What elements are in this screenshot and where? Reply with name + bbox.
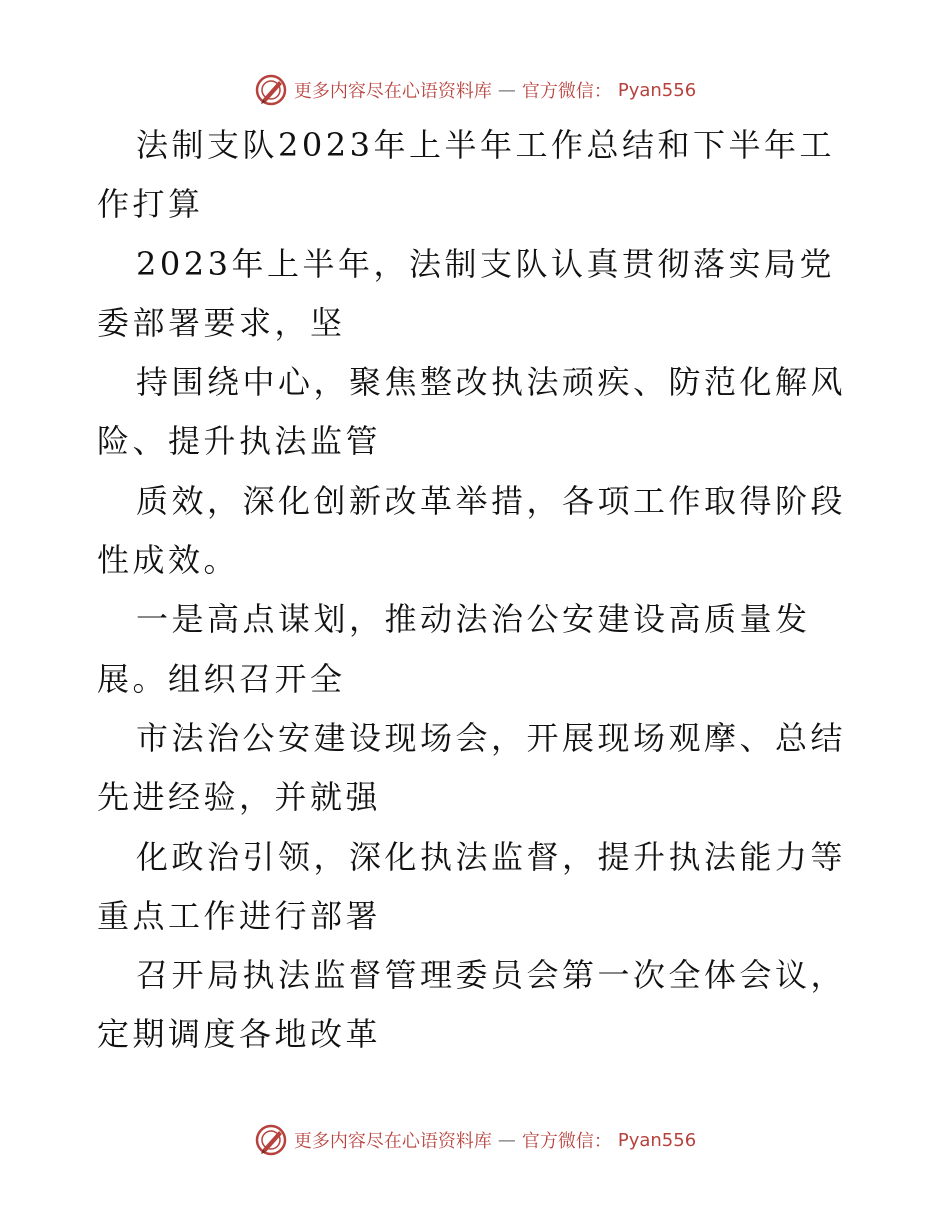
paragraph-1: 2023年上半年，法制支队认真贯彻落实局党委部署要求，坚	[97, 244, 835, 342]
pen-logo-icon	[254, 1123, 288, 1157]
watermark-official-label: 官方微信：	[521, 1131, 612, 1152]
paragraph-7: 召开局执法监督管理委员会第一次全体会议，定期调度各地改革	[97, 956, 847, 1054]
document-title: 法制支队2023年上半年工作总结和下半年工作打算	[97, 126, 835, 224]
header-watermark	[0, 70, 950, 110]
paragraph-6: 化政治引领，深化执法监督，提升执法能力等重点工作进行部署	[97, 837, 847, 935]
document-body	[97, 116, 857, 1065]
footer-watermark	[0, 1120, 950, 1160]
watermark-account-id: Pyan556	[617, 79, 697, 101]
watermark-separator: —	[497, 1129, 516, 1151]
watermark-account-id: Pyan556	[617, 1129, 697, 1151]
watermark-separator: —	[497, 79, 516, 101]
paragraph-3: 质效，深化创新改革举措，各项工作取得阶段性成效。	[97, 481, 847, 580]
watermark-brand-text: 更多内容尽在心语资料库	[293, 1131, 492, 1152]
watermark-brand-text: 更多内容尽在心语资料库	[293, 81, 492, 102]
pen-logo-icon	[254, 73, 288, 107]
paragraph-2: 持围绕中心，聚焦整改执法顽疾、防范化解风险、提升执法监管	[97, 363, 847, 461]
paragraph-4: 一是高点谋划，推动法治公安建设高质量发展。组织召开全	[97, 600, 811, 698]
paragraph-5: 市法治公安建设现场会，开展现场观摩、总结先进经验，并就强	[97, 718, 847, 817]
watermark-official-label: 官方微信：	[521, 81, 612, 102]
